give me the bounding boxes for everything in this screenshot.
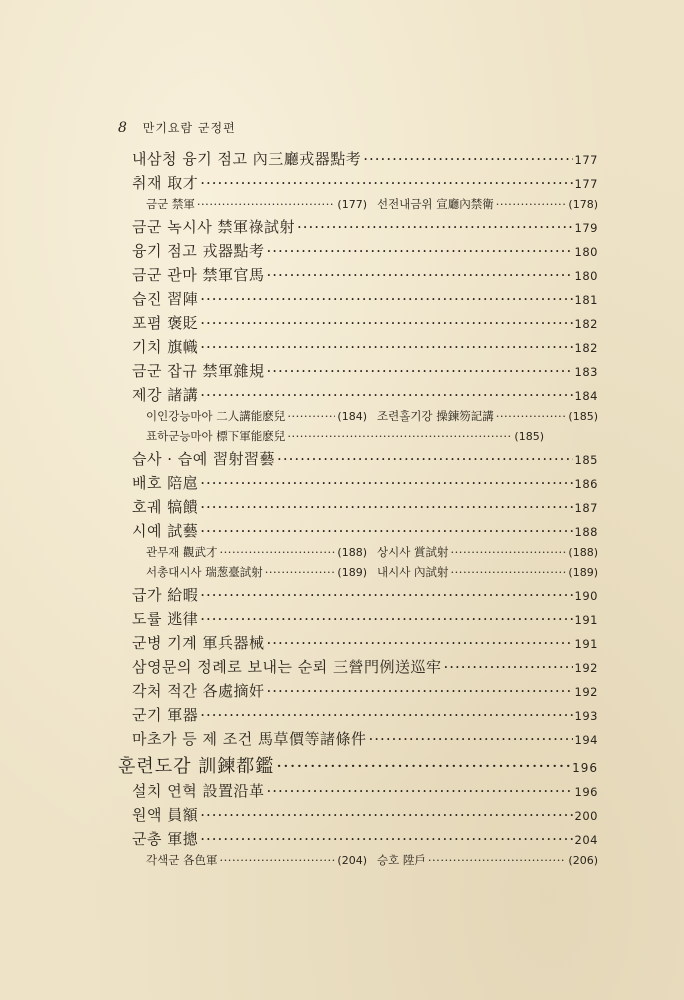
toc-subentry-row bbox=[132, 544, 598, 564]
toc-entry-page: 192 bbox=[574, 685, 598, 699]
toc-entry-title: 배호 陪扈 bbox=[132, 474, 199, 492]
toc-entry-page: 194 bbox=[574, 733, 598, 747]
toc-entry-title: 금군 관마 禁軍官馬 bbox=[132, 266, 265, 284]
dot-leader bbox=[443, 658, 572, 676]
dot-leader bbox=[267, 634, 573, 652]
dot-leader bbox=[267, 266, 573, 284]
toc-entry-title: 포폄 褒貶 bbox=[132, 314, 199, 332]
page-number: 8 bbox=[118, 120, 128, 136]
dot-leader bbox=[287, 429, 512, 443]
toc-entry-page: 193 bbox=[574, 709, 598, 723]
toc-entry bbox=[132, 496, 598, 520]
toc-subentry bbox=[377, 408, 598, 424]
dot-leader bbox=[369, 730, 573, 748]
toc-subentry-page: (206) bbox=[568, 854, 598, 867]
toc-subentry-title: 표하군능마아 標下軍能麽兒 bbox=[146, 429, 286, 443]
dot-leader bbox=[200, 498, 572, 516]
toc-entry bbox=[132, 780, 598, 804]
toc-entry bbox=[132, 608, 598, 632]
toc-subentry-title: 각색군 各色軍 bbox=[146, 853, 218, 867]
toc-subentry-title: 선전내금위 宣廳內禁衛 bbox=[377, 197, 494, 211]
toc-entry-title: 융기 점고 戎器點考 bbox=[132, 242, 265, 260]
dot-leader bbox=[219, 545, 335, 559]
dot-leader bbox=[219, 853, 335, 867]
toc-entry-page: 185 bbox=[574, 453, 598, 467]
dot-leader bbox=[200, 338, 572, 356]
toc-subentry bbox=[146, 852, 367, 868]
toc-entry-page: 182 bbox=[574, 341, 598, 355]
toc-entry-page: 182 bbox=[574, 317, 598, 331]
dot-leader bbox=[450, 545, 566, 559]
toc-entry-title: 기치 旗幟 bbox=[132, 338, 199, 356]
toc-entry-page: 181 bbox=[574, 293, 598, 307]
toc-subentry bbox=[377, 564, 598, 580]
toc-entry-page: 179 bbox=[574, 221, 598, 235]
toc-entry bbox=[132, 288, 598, 312]
dot-leader bbox=[200, 386, 572, 404]
toc-subentry-page: (185) bbox=[568, 410, 598, 423]
toc-subentry bbox=[377, 196, 598, 212]
toc-entry bbox=[132, 804, 598, 828]
toc-subentry-row bbox=[132, 408, 598, 428]
toc-entry-title: 호궤 犒饋 bbox=[132, 498, 199, 516]
toc-entry-title: 내삼청 융기 점고 內三廳戎器點考 bbox=[132, 150, 362, 168]
toc-entry bbox=[132, 336, 598, 360]
toc-subentry-page: (189) bbox=[568, 566, 598, 579]
running-title: 만기요람 군정편 bbox=[142, 121, 236, 135]
toc-subentry bbox=[146, 544, 367, 560]
toc-subentry-page: (184) bbox=[337, 410, 367, 423]
toc-subentry-title: 승호 陞戶 bbox=[377, 853, 426, 867]
dot-leader bbox=[200, 586, 572, 604]
toc-entry bbox=[132, 520, 598, 544]
toc-entry bbox=[132, 172, 598, 196]
toc-entry-title: 금군 녹시사 禁軍祿試射 bbox=[132, 218, 295, 236]
toc-entry-title: 습진 習陣 bbox=[132, 290, 199, 308]
toc-entry-page: 188 bbox=[574, 525, 598, 539]
dot-leader bbox=[267, 782, 573, 800]
dot-leader bbox=[277, 450, 573, 468]
dot-leader bbox=[265, 565, 336, 579]
toc-entry bbox=[132, 448, 598, 472]
dot-leader bbox=[297, 218, 573, 236]
toc-entry bbox=[132, 584, 598, 608]
dot-leader bbox=[200, 522, 572, 540]
dot-leader bbox=[200, 806, 572, 824]
toc-subentry-title: 이인강능마아 二人講能麽兒 bbox=[146, 409, 286, 423]
toc-entry-title: 시예 試藝 bbox=[132, 522, 199, 540]
toc-entry-title: 취재 取才 bbox=[132, 174, 199, 192]
toc-subentry-row bbox=[132, 428, 598, 448]
toc-entry-title: 원액 員額 bbox=[132, 806, 199, 824]
toc-entry-title: 군병 기계 軍兵器械 bbox=[132, 634, 265, 652]
toc-subentry bbox=[146, 196, 367, 212]
toc-entry-page: 200 bbox=[574, 809, 598, 823]
dot-leader bbox=[200, 474, 572, 492]
dot-leader bbox=[200, 610, 572, 628]
dot-leader bbox=[287, 409, 335, 423]
toc-entry-title: 급가 給暇 bbox=[132, 586, 199, 604]
toc-entry bbox=[132, 828, 598, 852]
toc-entry-page: 204 bbox=[574, 833, 598, 847]
toc-entry bbox=[132, 216, 598, 240]
toc-entry-title: 제강 諸講 bbox=[132, 386, 199, 404]
dot-leader bbox=[267, 362, 573, 380]
toc-subentry bbox=[146, 428, 544, 444]
toc-subentry-page: (177) bbox=[337, 198, 367, 211]
dot-leader bbox=[428, 853, 567, 867]
toc-entry-page: 192 bbox=[574, 661, 598, 675]
dot-leader bbox=[200, 174, 572, 192]
toc-subentry-page: (188) bbox=[337, 546, 367, 559]
toc-entry-title: 군총 軍摠 bbox=[132, 830, 199, 848]
toc-subentry-title: 내시사 內試射 bbox=[377, 565, 449, 579]
dot-leader bbox=[276, 756, 570, 777]
toc-entry bbox=[132, 728, 598, 752]
toc-subentry-title: 상시사 賞試射 bbox=[377, 545, 449, 559]
toc-subentry bbox=[146, 408, 367, 424]
toc-entry-title: 마초가 등 제 조건 馬草價等諸條件 bbox=[132, 730, 367, 748]
toc-entry-page: 186 bbox=[574, 477, 598, 491]
toc-entry-page: 177 bbox=[574, 177, 598, 191]
toc-subentry-page: (185) bbox=[514, 430, 544, 443]
toc-entry-title: 도률 逃律 bbox=[132, 610, 199, 628]
dot-leader bbox=[200, 706, 572, 724]
dot-leader bbox=[450, 565, 566, 579]
toc-entry-title: 훈련도감 訓鍊都鑑 bbox=[118, 756, 275, 777]
toc-subentry-row bbox=[132, 852, 598, 872]
toc-subentry-title: 관무재 觀武才 bbox=[146, 545, 218, 559]
toc-subentry-page: (189) bbox=[337, 566, 367, 579]
dot-leader bbox=[200, 830, 572, 848]
toc-entry-title: 금군 잡규 禁軍雜規 bbox=[132, 362, 265, 380]
dot-leader bbox=[200, 290, 572, 308]
toc-entry-page: 191 bbox=[574, 613, 598, 627]
toc-entry-page: 183 bbox=[574, 365, 598, 379]
toc-entry bbox=[132, 656, 598, 680]
toc-entry-page: 196 bbox=[572, 761, 598, 775]
toc-subentry bbox=[377, 852, 598, 868]
dot-leader bbox=[267, 682, 573, 700]
toc-entry-page: 184 bbox=[574, 389, 598, 403]
toc-entry bbox=[132, 312, 598, 336]
toc-entry-page: 187 bbox=[574, 501, 598, 515]
toc-subentry-title: 조련홀기강 操鍊笏記講 bbox=[377, 409, 494, 423]
toc-subentry-title: 금군 禁軍 bbox=[146, 197, 195, 211]
dot-leader bbox=[197, 197, 336, 211]
toc-entry-title: 습사 · 습예 習射習藝 bbox=[132, 450, 276, 468]
toc-subentry-page: (204) bbox=[337, 854, 367, 867]
toc-entry-page: 190 bbox=[574, 589, 598, 603]
toc-subentry-page: (178) bbox=[568, 198, 598, 211]
dot-leader bbox=[363, 150, 572, 168]
toc-entry bbox=[132, 704, 598, 728]
toc-entry bbox=[132, 472, 598, 496]
toc-subentry-row bbox=[132, 196, 598, 216]
toc-entry bbox=[132, 240, 598, 264]
toc-entry-title: 설치 연혁 設置沿革 bbox=[132, 782, 265, 800]
toc-subentry-title: 서총대시사 瑞葱臺試射 bbox=[146, 565, 263, 579]
toc-section-heading bbox=[118, 752, 598, 780]
toc-entry bbox=[132, 360, 598, 384]
toc-entry bbox=[132, 148, 598, 172]
toc-subentry-page: (188) bbox=[568, 546, 598, 559]
toc-entry-title: 군기 軍器 bbox=[132, 706, 199, 724]
dot-leader bbox=[496, 409, 567, 423]
toc-entry bbox=[132, 384, 598, 408]
toc-entry-page: 180 bbox=[574, 245, 598, 259]
toc-entry-page: 196 bbox=[574, 785, 598, 799]
toc-subentry bbox=[146, 564, 367, 580]
toc-entry-title: 각처 적간 各處摘奸 bbox=[132, 682, 265, 700]
table-of-contents bbox=[118, 148, 598, 872]
running-header bbox=[118, 119, 236, 136]
toc-entry-title: 삼영문의 정례로 보내는 순뢰 三營門例送巡牢 bbox=[132, 658, 442, 676]
toc-entry bbox=[132, 264, 598, 288]
toc-entry bbox=[132, 632, 598, 656]
toc-entry-page: 177 bbox=[574, 153, 598, 167]
dot-leader bbox=[267, 242, 573, 260]
toc-entry-page: 180 bbox=[574, 269, 598, 283]
toc-subentry bbox=[377, 544, 598, 560]
toc-subentry-row bbox=[132, 564, 598, 584]
toc-entry bbox=[132, 680, 598, 704]
toc-entry-page: 191 bbox=[574, 637, 598, 651]
dot-leader bbox=[496, 197, 567, 211]
dot-leader bbox=[200, 314, 572, 332]
